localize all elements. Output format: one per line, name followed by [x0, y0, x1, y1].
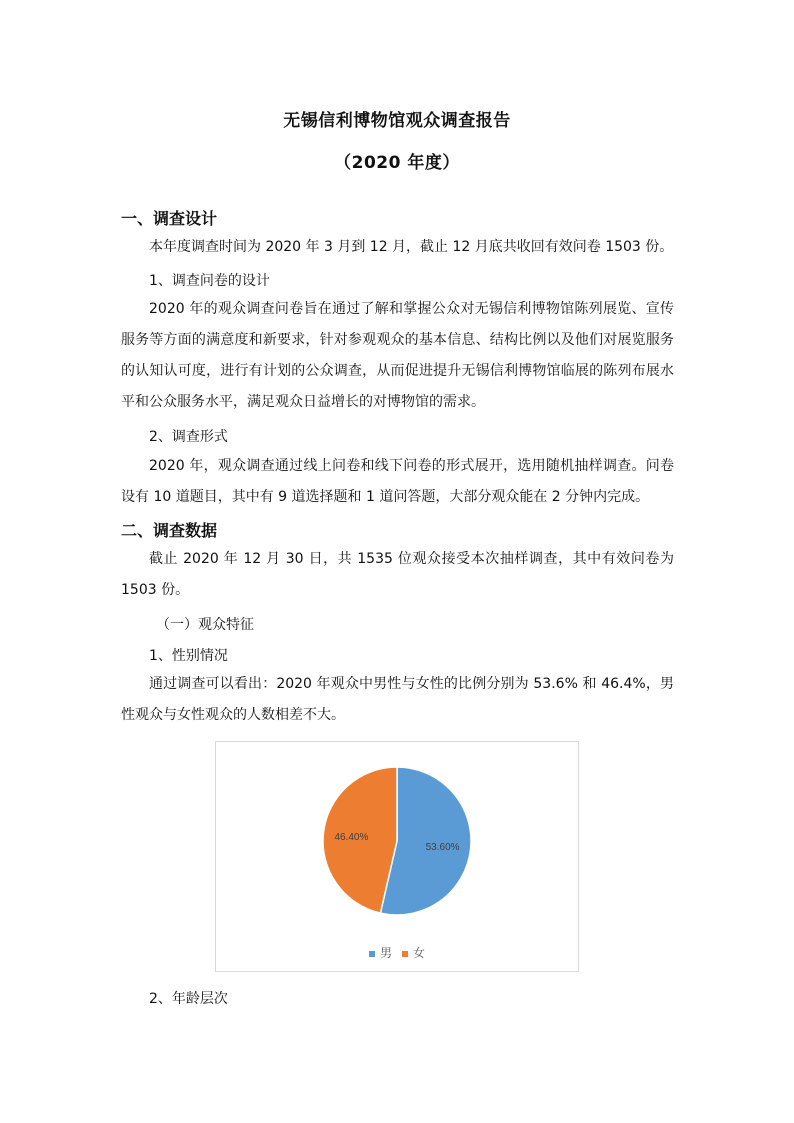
section2-intro: 截止 2020 年 12 月 30 日，共 1535 位观众接受本次抽样调查，其中有效问卷为 1503 份。: [121, 551, 674, 598]
sub1-title: 1、调查问卷的设计: [149, 273, 270, 289]
item1-text: 通过调查可以看出：2020 年观众中男性与女性的比例分别为 53.6% 和 46.4%，男性观众与女性观众的人数相差不大。: [121, 676, 674, 723]
section2-heading: 二、调查数据: [121, 521, 218, 540]
sub2-title: 2、调查形式: [149, 429, 228, 445]
legend-label-male: 男: [380, 946, 393, 960]
legend-item-male: [369, 944, 392, 961]
item2-title: 2、年龄层次: [149, 991, 228, 1007]
legend-item-female: [402, 944, 425, 961]
report-title: 无锡信利博物馆观众调查报告: [283, 111, 511, 131]
legend-swatch-male: [369, 951, 375, 957]
gender-pie-chart: [215, 741, 579, 972]
item1-title: 1、性别情况: [149, 648, 228, 664]
chart-legend: [216, 944, 578, 961]
section1-intro: 本年度调查时间为 2020 年 3 月到 12 月，截止 12 月底共收回有效问卷 1503 份。: [149, 239, 674, 255]
pie-label-female: 46.40%: [334, 831, 369, 843]
section1-heading: 一、调查设计: [121, 209, 218, 228]
sub2-text: 2020 年，观众调查通过线上问卷和线下问卷的形式展开，选用随机抽样调查。问卷设有 10 道题目，其中有 9 道选择题和 1 道问答题，大部分观众能在 2 分钟内完成。: [121, 458, 674, 505]
pie-label-male: 53.60%: [425, 842, 460, 854]
part1-title: （一）观众特征: [156, 617, 254, 633]
report-subtitle: （2020 年度）: [334, 153, 460, 173]
pie-chart-svg: [216, 742, 578, 971]
legend-swatch-female: [402, 951, 408, 957]
legend-label-female: 女: [412, 946, 425, 960]
sub1-text: 2020 年的观众调查问卷旨在通过了解和掌握公众对无锡信利博物馆陈列展览、宣传服务等方面的满意度和新要求，针对参观观众的基本信息、结构比例以及他们对展览服务的认知认可度，进行有计划的公众调查，从而促进提升无锡信利博物馆临展的陈列布展水平和公众服务水平，满足观众日益增长的对博物馆的需求。: [121, 301, 674, 410]
